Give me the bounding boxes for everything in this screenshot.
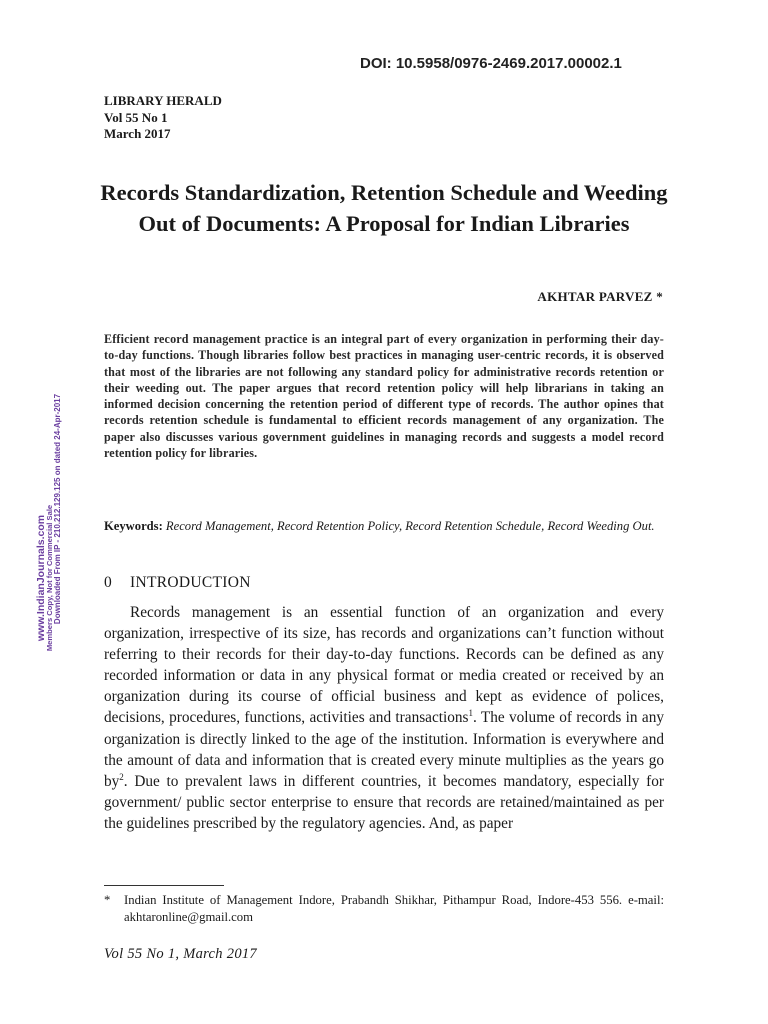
keywords: [104, 518, 664, 535]
section-heading: [104, 574, 251, 592]
footnote-ref-2[interactable]: 2: [119, 771, 124, 782]
journal-name: LIBRARY HERALD: [104, 93, 222, 108]
body-text: [104, 602, 664, 834]
author-name: AKHTAR PARVEZ *: [537, 289, 663, 304]
section-number: 0: [104, 574, 113, 591]
body-paragraph: [104, 602, 664, 834]
body-part-2: . The volume of records in any organization is directly linked to the age of the institution. Information is everywhere and the amount of data and information that is created every minute multiplies as the years go by: [104, 709, 664, 790]
journal-info: [104, 93, 222, 143]
watermark-copy: Members Copy, Not for Commercial Sale: [45, 504, 54, 652]
footnote: [104, 892, 664, 926]
doi-label: DOI: 10.5958/0976-2469.2017.00002.1: [360, 55, 622, 72]
keywords-label: Keywords:: [104, 519, 163, 533]
section-title: INTRODUCTION: [130, 574, 251, 591]
body-part-1: Records management is an essential function of an organization and every organization, irrespective of its size, has records and organizations can’t function without referring to their records for their day-to-day functions. Records can be defined as any recorded information or data in any physical format or media created or received by an organization during its course of official business and kept as evidence of polices, decisions, procedures, functions, activities and transactions: [104, 604, 664, 727]
watermark-site[interactable]: www.IndianJournals.com: [35, 514, 47, 642]
body-part-3: . Due to prevalent laws in different countries, it becomes mandatory, especially for government/ public sector enterprise to ensure that records are retained/maintained as per the guidelines prescribed by the regulatory agencies. And, as paper: [104, 772, 664, 832]
footnote-text: Indian Institute of Management Indore, Prabandh Shikhar, Pithampur Road, Indore-453 556. e-mail: akhtaronline@gmail.com: [124, 893, 664, 924]
journal-date: March 2017: [104, 126, 171, 141]
watermark-download: Downloaded From IP - 210.212.129.125 on dated 24-Apr-2017: [53, 393, 62, 625]
abstract: Efficient record management practice is an integral part of every organization in performing their day-to-day functions. Though libraries follow best practices in managing user-centric records, it is observed that most of the libraries are not following any standard policy for administrative records retention or their weeding out. The paper argues that record retention policy will help librarians in taking an informed decision concerning the retention period of different type of records. The author opines that records retention schedule is fundamental to efficient records management of any organization. The paper also discusses various government guidelines in managing records and suggests a model record retention policy for libraries.: [104, 332, 664, 461]
watermark-graphic: [35, 373, 62, 652]
paper-title: Records Standardization, Retention Schedule and Weeding Out of Documents: A Proposal for Indian Libraries: [100, 180, 668, 236]
keywords-text: Record Management, Record Retention Policy, Record Retention Schedule, Record Weeding Out.: [165, 519, 655, 533]
download-watermark: [35, 373, 62, 652]
footnote-ref-1[interactable]: 1: [468, 708, 473, 719]
footnote-divider: [104, 885, 224, 886]
page-footer: Vol 55 No 1, March 2017: [104, 946, 257, 962]
journal-volume: Vol 55 No 1: [104, 109, 168, 125]
footnote-marker: *: [104, 893, 111, 907]
